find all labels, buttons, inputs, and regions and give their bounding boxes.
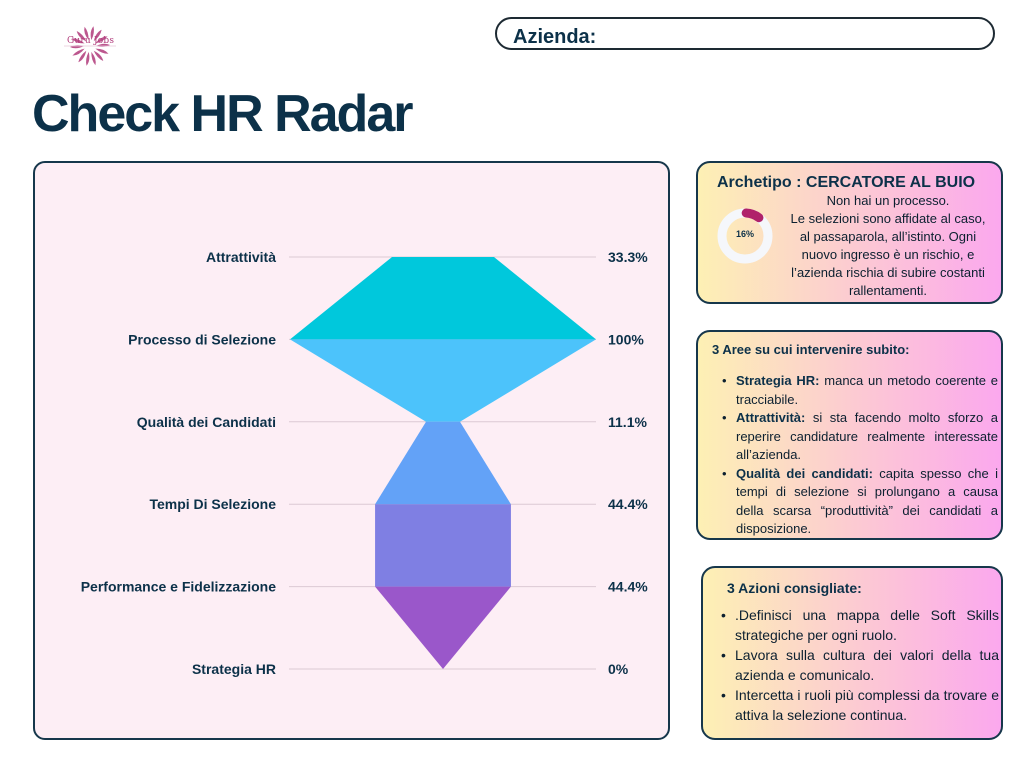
chart-card — [33, 161, 670, 740]
funnel-segment — [290, 339, 596, 421]
focus-areas-title: 3 Aree su cui intervenire subito: — [712, 342, 910, 357]
funnel-segment — [290, 257, 596, 339]
recommended-actions-card — [701, 566, 1003, 740]
donut-percent-label: 16% — [735, 229, 754, 239]
focus-area-item — [720, 465, 998, 539]
archetype-line: l’azienda rischia di subire costanti — [791, 265, 985, 280]
funnel-segment — [375, 504, 511, 586]
value-label: 11.1% — [608, 413, 647, 430]
focus-area-text: si sta facendo molto sforzo a reperire candidature realmente interessate all’azienda. — [736, 410, 998, 462]
company-field[interactable] — [495, 17, 995, 50]
archetype-line: Non hai un processo. — [826, 193, 950, 208]
company-input[interactable] — [607, 23, 979, 47]
focus-area-item — [720, 409, 998, 465]
archetype-line: nuovo ingresso è un rischio, e — [801, 247, 975, 262]
action-item: • Intercetta i ruoli più complessi da trovare e attiva la selezione continua. — [719, 685, 999, 725]
value-label: 44.4% — [608, 496, 648, 513]
donut-arc — [746, 213, 759, 218]
funnel-chart — [35, 163, 672, 742]
focus-area-text: manca un metodo coerente e tracciabile. — [736, 373, 998, 407]
category-label: Strategia HR — [191, 661, 276, 677]
focus-area-label: Strategia HR: — [736, 373, 820, 388]
logo-sunburst-icon — [60, 22, 120, 70]
category-label: Performance e Fidelizzazione — [80, 578, 276, 595]
page-title: Check HR Radar — [32, 85, 412, 143]
focus-area-text: capita spesso che i tempi di selezione si prolungano a causa della scarsa “produttività” dei candidati a disposizione. — [736, 465, 998, 536]
company-label: Azienda: — [513, 26, 597, 48]
recommended-actions-title: 3 Azioni consigliate: — [727, 580, 862, 596]
recommended-actions-list — [719, 605, 999, 725]
action-item: • Lavora sulla cultura dei valori della tua azienda e comunicalo. — [719, 645, 999, 685]
value-label: 100% — [608, 331, 644, 348]
archetype-line: rallentamenti. — [848, 283, 928, 298]
category-label: Processo di Selezione — [128, 331, 276, 348]
focus-area-label: Attrattività: — [736, 410, 806, 425]
archetype-line: al passaparola, all’istinto. Ogni — [799, 229, 977, 244]
archetype-title: Archetipo : CERCATORE AL BUIO — [717, 174, 976, 191]
archetype-line: Le selezioni sono affidate al caso, — [790, 211, 986, 226]
action-item: • .Definisci una mappa delle Soft Skills strategiche per ogni ruolo. — [719, 605, 999, 645]
logo-ray — [85, 52, 91, 66]
focus-areas-card — [696, 330, 1003, 540]
logo-text: Guru Jobs — [67, 36, 115, 46]
guru-jobs-logo — [60, 22, 120, 70]
category-label: Tempi Di Selezione — [149, 496, 276, 513]
archetype-card — [696, 161, 1003, 304]
value-label: 33.3% — [608, 249, 648, 265]
funnel-segment — [375, 422, 511, 504]
archetype-description — [778, 192, 998, 300]
category-label: Qualità dei Candidati — [136, 413, 276, 430]
category-label: Attrattività — [205, 249, 276, 265]
focus-area-label: Qualità dei candidati: — [736, 465, 873, 481]
focus-areas-list — [720, 372, 998, 539]
value-label: 0% — [608, 661, 629, 677]
value-label: 44.4% — [608, 578, 648, 595]
funnel-segment — [375, 587, 511, 669]
focus-area-item — [720, 372, 998, 409]
